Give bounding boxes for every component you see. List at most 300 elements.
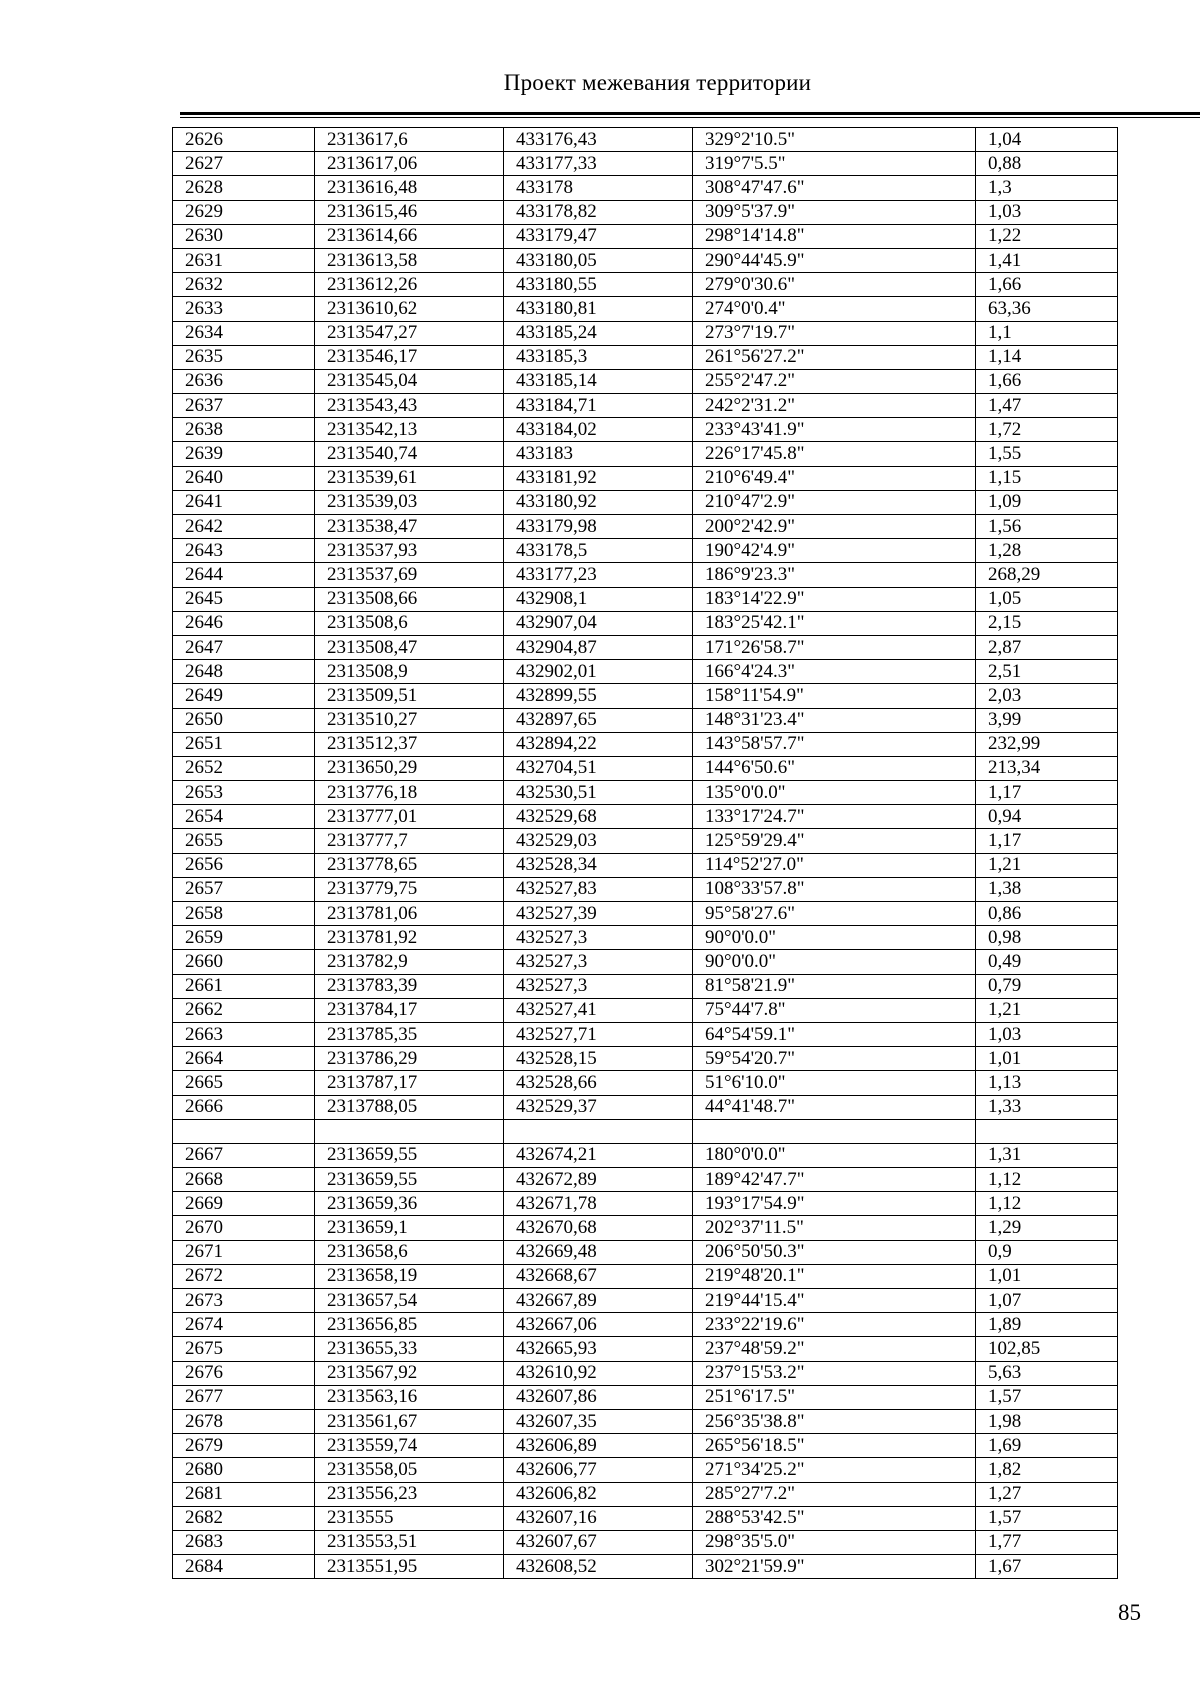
length-cell: 0,9: [976, 1240, 1118, 1264]
length-cell: 232,99: [976, 732, 1118, 756]
x-coordinate-cell: 2313546,17: [315, 345, 504, 369]
x-coordinate-cell: 2313785,35: [315, 1022, 504, 1046]
point-number-cell: 2643: [173, 539, 315, 563]
length-cell: 3,99: [976, 708, 1118, 732]
document-title: Проект межевания территории: [503, 70, 812, 95]
point-number-cell: 2632: [173, 273, 315, 297]
x-coordinate-cell: 2313538,47: [315, 515, 504, 539]
point-number-cell: 2680: [173, 1458, 315, 1482]
table-row: [173, 1313, 1118, 1337]
y-coordinate-cell: 432670,68: [504, 1216, 693, 1240]
length-cell: 1,28: [976, 539, 1118, 563]
table-row: [173, 1047, 1118, 1071]
x-coordinate-cell: 2313786,29: [315, 1047, 504, 1071]
y-coordinate-cell: 433183: [504, 442, 693, 466]
point-number-cell: 2637: [173, 394, 315, 418]
y-coordinate-cell: 432527,3: [504, 974, 693, 998]
x-coordinate-cell: 2313512,37: [315, 732, 504, 756]
point-number-cell: 2629: [173, 200, 315, 224]
header-rule-thin: [180, 117, 1200, 118]
length-cell: 0,86: [976, 902, 1118, 926]
point-number-cell: 2636: [173, 369, 315, 393]
table-row: [173, 1434, 1118, 1458]
point-number-cell: 2669: [173, 1192, 315, 1216]
y-coordinate-cell: 433177,23: [504, 563, 693, 587]
point-number-cell: 2658: [173, 902, 315, 926]
point-number-cell: 2672: [173, 1264, 315, 1288]
y-coordinate-cell: 432607,35: [504, 1409, 693, 1433]
direction-angle-cell: 171°26'58.7": [693, 635, 976, 659]
table-row: [173, 732, 1118, 756]
table-row: [173, 974, 1118, 998]
x-coordinate-cell: 2313563,16: [315, 1385, 504, 1409]
direction-angle-cell: 190°42'4.9": [693, 539, 976, 563]
point-number-cell: 2635: [173, 345, 315, 369]
table-row: [173, 297, 1118, 321]
point-number-cell: 2681: [173, 1482, 315, 1506]
x-coordinate-cell: 2313508,66: [315, 587, 504, 611]
x-coordinate-cell: 2313778,65: [315, 853, 504, 877]
header-rule-thick: [180, 112, 1200, 115]
coordinates-table-body: [173, 128, 1118, 1579]
table-row: [173, 611, 1118, 635]
length-cell: 2,51: [976, 660, 1118, 684]
table-row: [173, 1168, 1118, 1192]
y-coordinate-cell: 432530,51: [504, 781, 693, 805]
length-cell: 2,87: [976, 635, 1118, 659]
x-coordinate-cell: 2313788,05: [315, 1095, 504, 1119]
x-coordinate-cell: 2313539,03: [315, 490, 504, 514]
length-cell: 1,77: [976, 1530, 1118, 1554]
table-row: [173, 200, 1118, 224]
direction-angle-cell: 64°54'59.1": [693, 1022, 976, 1046]
y-coordinate-cell: 433185,14: [504, 369, 693, 393]
table-row: [173, 684, 1118, 708]
length-cell: 1,05: [976, 587, 1118, 611]
direction-angle-cell: 329°2'10.5": [693, 128, 976, 152]
length-cell: 1,1: [976, 321, 1118, 345]
y-coordinate-cell: 432529,68: [504, 805, 693, 829]
table-row: [173, 1458, 1118, 1482]
table-row: [173, 224, 1118, 248]
point-number-cell: 2670: [173, 1216, 315, 1240]
y-coordinate-cell: 432704,51: [504, 756, 693, 780]
length-cell: 1,98: [976, 1409, 1118, 1433]
direction-angle-cell: 237°48'59.2": [693, 1337, 976, 1361]
table-row: [173, 926, 1118, 950]
direction-angle-cell: 255°2'47.2": [693, 369, 976, 393]
table-row: [173, 1216, 1118, 1240]
length-cell: 1,3: [976, 176, 1118, 200]
direction-angle-cell: 51°6'10.0": [693, 1071, 976, 1095]
y-coordinate-cell: 432607,86: [504, 1385, 693, 1409]
x-coordinate-cell: 2313508,47: [315, 635, 504, 659]
direction-angle-cell: 308°47'47.6": [693, 176, 976, 200]
direction-angle-cell: 44°41'48.7": [693, 1095, 976, 1119]
x-coordinate-cell: 2313561,67: [315, 1409, 504, 1433]
direction-angle-cell: 59°54'20.7": [693, 1047, 976, 1071]
x-coordinate-cell: 2313510,27: [315, 708, 504, 732]
y-coordinate-cell: 432607,16: [504, 1506, 693, 1530]
length-cell: 1,17: [976, 781, 1118, 805]
y-coordinate-cell: 432527,83: [504, 877, 693, 901]
x-coordinate-cell: 2313543,43: [315, 394, 504, 418]
table-row: [173, 1361, 1118, 1385]
length-cell: 1,04: [976, 128, 1118, 152]
table-row: [173, 248, 1118, 272]
y-coordinate-cell: 433185,3: [504, 345, 693, 369]
table-row: [173, 490, 1118, 514]
direction-angle-cell: 261°56'27.2": [693, 345, 976, 369]
point-number-cell: 2652: [173, 756, 315, 780]
point-number-cell: 2673: [173, 1289, 315, 1313]
length-cell: 1,15: [976, 466, 1118, 490]
table-row: [173, 950, 1118, 974]
x-coordinate-cell: 2313559,74: [315, 1434, 504, 1458]
x-coordinate-cell: 2313612,26: [315, 273, 504, 297]
direction-angle-cell: 271°34'25.2": [693, 1458, 976, 1482]
table-row: [173, 1506, 1118, 1530]
length-cell: 1,01: [976, 1047, 1118, 1071]
y-coordinate-cell: 432606,82: [504, 1482, 693, 1506]
point-number-cell: 2659: [173, 926, 315, 950]
y-coordinate-cell: 433181,92: [504, 466, 693, 490]
direction-angle-cell: 237°15'53.2": [693, 1361, 976, 1385]
length-cell: 1,17: [976, 829, 1118, 853]
direction-angle-cell: 125°59'29.4": [693, 829, 976, 853]
y-coordinate-cell: 432902,01: [504, 660, 693, 684]
point-number-cell: 2682: [173, 1506, 315, 1530]
length-cell: 1,47: [976, 394, 1118, 418]
table-row: [173, 345, 1118, 369]
x-coordinate-cell: 2313777,01: [315, 805, 504, 829]
length-cell: 0,88: [976, 152, 1118, 176]
point-number-cell: 2630: [173, 224, 315, 248]
point-number-cell: 2650: [173, 708, 315, 732]
y-coordinate-cell: 432667,06: [504, 1313, 693, 1337]
x-coordinate-cell: 2313659,55: [315, 1168, 504, 1192]
table-row: [173, 394, 1118, 418]
point-number-cell: 2665: [173, 1071, 315, 1095]
point-number-cell: 2654: [173, 805, 315, 829]
direction-angle-cell: 148°31'23.4": [693, 708, 976, 732]
direction-angle-cell: 189°42'47.7": [693, 1168, 976, 1192]
table-row: [173, 466, 1118, 490]
length-cell: 1,55: [976, 442, 1118, 466]
length-cell: 1,66: [976, 273, 1118, 297]
y-coordinate-cell: 432529,37: [504, 1095, 693, 1119]
point-number-cell: 2641: [173, 490, 315, 514]
length-cell: 102,85: [976, 1337, 1118, 1361]
y-coordinate-cell: 432908,1: [504, 587, 693, 611]
length-cell: 1,57: [976, 1385, 1118, 1409]
direction-angle-cell: 319°7'5.5": [693, 152, 976, 176]
y-coordinate-cell: 432528,34: [504, 853, 693, 877]
length-cell: 1,69: [976, 1434, 1118, 1458]
length-cell: 1,33: [976, 1095, 1118, 1119]
y-coordinate-cell: 432668,67: [504, 1264, 693, 1288]
length-cell: 1,57: [976, 1506, 1118, 1530]
point-number-cell: 2633: [173, 297, 315, 321]
point-number-cell: 2651: [173, 732, 315, 756]
y-coordinate-cell: 432527,3: [504, 950, 693, 974]
x-coordinate-cell: 2313610,62: [315, 297, 504, 321]
direction-angle-cell: 193°17'54.9": [693, 1192, 976, 1216]
table-row: [173, 853, 1118, 877]
point-number-cell: 2640: [173, 466, 315, 490]
x-coordinate-cell: 2313658,19: [315, 1264, 504, 1288]
x-coordinate-cell: 2313781,06: [315, 902, 504, 926]
point-number-cell: 2653: [173, 781, 315, 805]
table-row: [173, 1119, 1118, 1143]
direction-angle-cell: 273°7'19.7": [693, 321, 976, 345]
direction-angle-cell: 290°44'45.9": [693, 248, 976, 272]
y-coordinate-cell: 432610,92: [504, 1361, 693, 1385]
table-row: [173, 1530, 1118, 1554]
table-row: [173, 1095, 1118, 1119]
direction-angle-cell: 75°44'7.8": [693, 998, 976, 1022]
direction-angle-cell: 135°0'0.0": [693, 781, 976, 805]
y-coordinate-cell: 432527,41: [504, 998, 693, 1022]
y-coordinate-cell: 432904,87: [504, 635, 693, 659]
direction-angle-cell: 186°9'23.3": [693, 563, 976, 587]
y-coordinate-cell: 432907,04: [504, 611, 693, 635]
length-cell: 1,72: [976, 418, 1118, 442]
direction-angle-cell: 183°14'22.9": [693, 587, 976, 611]
x-coordinate-cell: 2313776,18: [315, 781, 504, 805]
x-coordinate-cell: 2313555: [315, 1506, 504, 1530]
table-row: [173, 369, 1118, 393]
direction-angle-cell: 219°48'20.1": [693, 1264, 976, 1288]
direction-angle-cell: 90°0'0.0": [693, 950, 976, 974]
length-cell: 1,09: [976, 490, 1118, 514]
direction-angle-cell: 200°2'42.9": [693, 515, 976, 539]
length-cell: 1,01: [976, 1264, 1118, 1288]
length-cell: 1,89: [976, 1313, 1118, 1337]
x-coordinate-cell: 2313558,05: [315, 1458, 504, 1482]
length-cell: 1,03: [976, 1022, 1118, 1046]
point-number-cell: 2683: [173, 1530, 315, 1554]
table-row: [173, 1289, 1118, 1313]
y-coordinate-cell: 433179,47: [504, 224, 693, 248]
y-coordinate-cell: 433177,33: [504, 152, 693, 176]
y-coordinate-cell: 432607,67: [504, 1530, 693, 1554]
length-cell: 268,29: [976, 563, 1118, 587]
y-coordinate-cell: 432665,93: [504, 1337, 693, 1361]
length-cell: 0,79: [976, 974, 1118, 998]
point-number-cell: 2644: [173, 563, 315, 587]
direction-angle-cell: 233°22'19.6": [693, 1313, 976, 1337]
x-coordinate-cell: 2313613,58: [315, 248, 504, 272]
table-row: [173, 442, 1118, 466]
direction-angle-cell: 302°21'59.9": [693, 1555, 976, 1579]
x-coordinate-cell: 2313657,54: [315, 1289, 504, 1313]
point-number-cell: 2667: [173, 1143, 315, 1167]
x-coordinate-cell: 2313782,9: [315, 950, 504, 974]
direction-angle-cell: 202°37'11.5": [693, 1216, 976, 1240]
direction-angle-cell: [693, 1119, 976, 1143]
point-number-cell: 2638: [173, 418, 315, 442]
x-coordinate-cell: 2313781,92: [315, 926, 504, 950]
point-number-cell: 2664: [173, 1047, 315, 1071]
length-cell: 1,29: [976, 1216, 1118, 1240]
direction-angle-cell: 95°58'27.6": [693, 902, 976, 926]
length-cell: 0,49: [976, 950, 1118, 974]
table-row: [173, 1192, 1118, 1216]
table-row: [173, 998, 1118, 1022]
y-coordinate-cell: 432527,71: [504, 1022, 693, 1046]
point-number-cell: 2642: [173, 515, 315, 539]
table-row: [173, 587, 1118, 611]
direction-angle-cell: 133°17'24.7": [693, 805, 976, 829]
table-row: [173, 128, 1118, 152]
x-coordinate-cell: 2313537,93: [315, 539, 504, 563]
y-coordinate-cell: 433178,5: [504, 539, 693, 563]
x-coordinate-cell: 2313783,39: [315, 974, 504, 998]
y-coordinate-cell: 433180,05: [504, 248, 693, 272]
table-row: [173, 1240, 1118, 1264]
direction-angle-cell: 210°6'49.4": [693, 466, 976, 490]
table-row: [173, 660, 1118, 684]
point-number-cell: 2674: [173, 1313, 315, 1337]
table-row: [173, 805, 1118, 829]
y-coordinate-cell: 433180,55: [504, 273, 693, 297]
table-row: [173, 1555, 1118, 1579]
point-number-cell: 2645: [173, 587, 315, 611]
x-coordinate-cell: [315, 1119, 504, 1143]
table-row: [173, 902, 1118, 926]
length-cell: 1,12: [976, 1192, 1118, 1216]
length-cell: 1,22: [976, 224, 1118, 248]
length-cell: 1,41: [976, 248, 1118, 272]
point-number-cell: 2656: [173, 853, 315, 877]
length-cell: 1,12: [976, 1168, 1118, 1192]
direction-angle-cell: 158°11'54.9": [693, 684, 976, 708]
y-coordinate-cell: 433178: [504, 176, 693, 200]
x-coordinate-cell: 2313537,69: [315, 563, 504, 587]
table-row: [173, 1385, 1118, 1409]
direction-angle-cell: 219°44'15.4": [693, 1289, 976, 1313]
x-coordinate-cell: 2313614,66: [315, 224, 504, 248]
y-coordinate-cell: 432606,77: [504, 1458, 693, 1482]
length-cell: 1,03: [976, 200, 1118, 224]
point-number-cell: 2628: [173, 176, 315, 200]
x-coordinate-cell: 2313650,29: [315, 756, 504, 780]
direction-angle-cell: 309°5'37.9": [693, 200, 976, 224]
direction-angle-cell: 206°50'50.3": [693, 1240, 976, 1264]
x-coordinate-cell: 2313777,7: [315, 829, 504, 853]
coordinates-table: [172, 127, 1118, 1579]
table-row: [173, 539, 1118, 563]
point-number-cell: [173, 1119, 315, 1143]
length-cell: 1,21: [976, 853, 1118, 877]
y-coordinate-cell: 433180,92: [504, 490, 693, 514]
point-number-cell: 2679: [173, 1434, 315, 1458]
direction-angle-cell: 279°0'30.6": [693, 273, 976, 297]
direction-angle-cell: 298°35'5.0": [693, 1530, 976, 1554]
x-coordinate-cell: 2313615,46: [315, 200, 504, 224]
table-row: [173, 1409, 1118, 1433]
x-coordinate-cell: 2313553,51: [315, 1530, 504, 1554]
direction-angle-cell: 233°43'41.9": [693, 418, 976, 442]
x-coordinate-cell: 2313508,9: [315, 660, 504, 684]
direction-angle-cell: 251°6'17.5": [693, 1385, 976, 1409]
x-coordinate-cell: 2313655,33: [315, 1337, 504, 1361]
y-coordinate-cell: 432529,03: [504, 829, 693, 853]
point-number-cell: 2657: [173, 877, 315, 901]
direction-angle-cell: 274°0'0.4": [693, 297, 976, 321]
length-cell: 1,31: [976, 1143, 1118, 1167]
table-row: [173, 1143, 1118, 1167]
point-number-cell: 2666: [173, 1095, 315, 1119]
y-coordinate-cell: 432528,15: [504, 1047, 693, 1071]
direction-angle-cell: 183°25'42.1": [693, 611, 976, 635]
point-number-cell: 2639: [173, 442, 315, 466]
x-coordinate-cell: 2313545,04: [315, 369, 504, 393]
length-cell: 1,82: [976, 1458, 1118, 1482]
point-number-cell: 2660: [173, 950, 315, 974]
x-coordinate-cell: 2313509,51: [315, 684, 504, 708]
length-cell: 213,34: [976, 756, 1118, 780]
length-cell: 63,36: [976, 297, 1118, 321]
x-coordinate-cell: 2313617,06: [315, 152, 504, 176]
point-number-cell: 2646: [173, 611, 315, 635]
point-number-cell: 2671: [173, 1240, 315, 1264]
x-coordinate-cell: 2313787,17: [315, 1071, 504, 1095]
table-row: [173, 708, 1118, 732]
point-number-cell: 2634: [173, 321, 315, 345]
length-cell: 2,15: [976, 611, 1118, 635]
length-cell: 0,94: [976, 805, 1118, 829]
table-row: [173, 515, 1118, 539]
direction-angle-cell: 143°58'57.7": [693, 732, 976, 756]
x-coordinate-cell: 2313547,27: [315, 321, 504, 345]
length-cell: 1,56: [976, 515, 1118, 539]
x-coordinate-cell: 2313617,6: [315, 128, 504, 152]
y-coordinate-cell: 432667,89: [504, 1289, 693, 1313]
length-cell: 1,38: [976, 877, 1118, 901]
table-row: [173, 1337, 1118, 1361]
length-cell: 2,03: [976, 684, 1118, 708]
table-row: [173, 1071, 1118, 1095]
point-number-cell: 2676: [173, 1361, 315, 1385]
y-coordinate-cell: 433176,43: [504, 128, 693, 152]
point-number-cell: 2662: [173, 998, 315, 1022]
length-cell: 0,98: [976, 926, 1118, 950]
table-row: [173, 877, 1118, 901]
x-coordinate-cell: 2313784,17: [315, 998, 504, 1022]
length-cell: 1,27: [976, 1482, 1118, 1506]
x-coordinate-cell: 2313540,74: [315, 442, 504, 466]
direction-angle-cell: 180°0'0.0": [693, 1143, 976, 1167]
direction-angle-cell: 144°6'50.6": [693, 756, 976, 780]
x-coordinate-cell: 2313659,55: [315, 1143, 504, 1167]
point-number-cell: 2668: [173, 1168, 315, 1192]
y-coordinate-cell: 433178,82: [504, 200, 693, 224]
table-row: [173, 635, 1118, 659]
x-coordinate-cell: 2313556,23: [315, 1482, 504, 1506]
x-coordinate-cell: 2313542,13: [315, 418, 504, 442]
x-coordinate-cell: 2313539,61: [315, 466, 504, 490]
y-coordinate-cell: 433180,81: [504, 297, 693, 321]
x-coordinate-cell: 2313656,85: [315, 1313, 504, 1337]
y-coordinate-cell: 432608,52: [504, 1555, 693, 1579]
table-row: [173, 321, 1118, 345]
point-number-cell: 2648: [173, 660, 315, 684]
table-row: [173, 418, 1118, 442]
point-number-cell: 2631: [173, 248, 315, 272]
point-number-cell: 2684: [173, 1555, 315, 1579]
